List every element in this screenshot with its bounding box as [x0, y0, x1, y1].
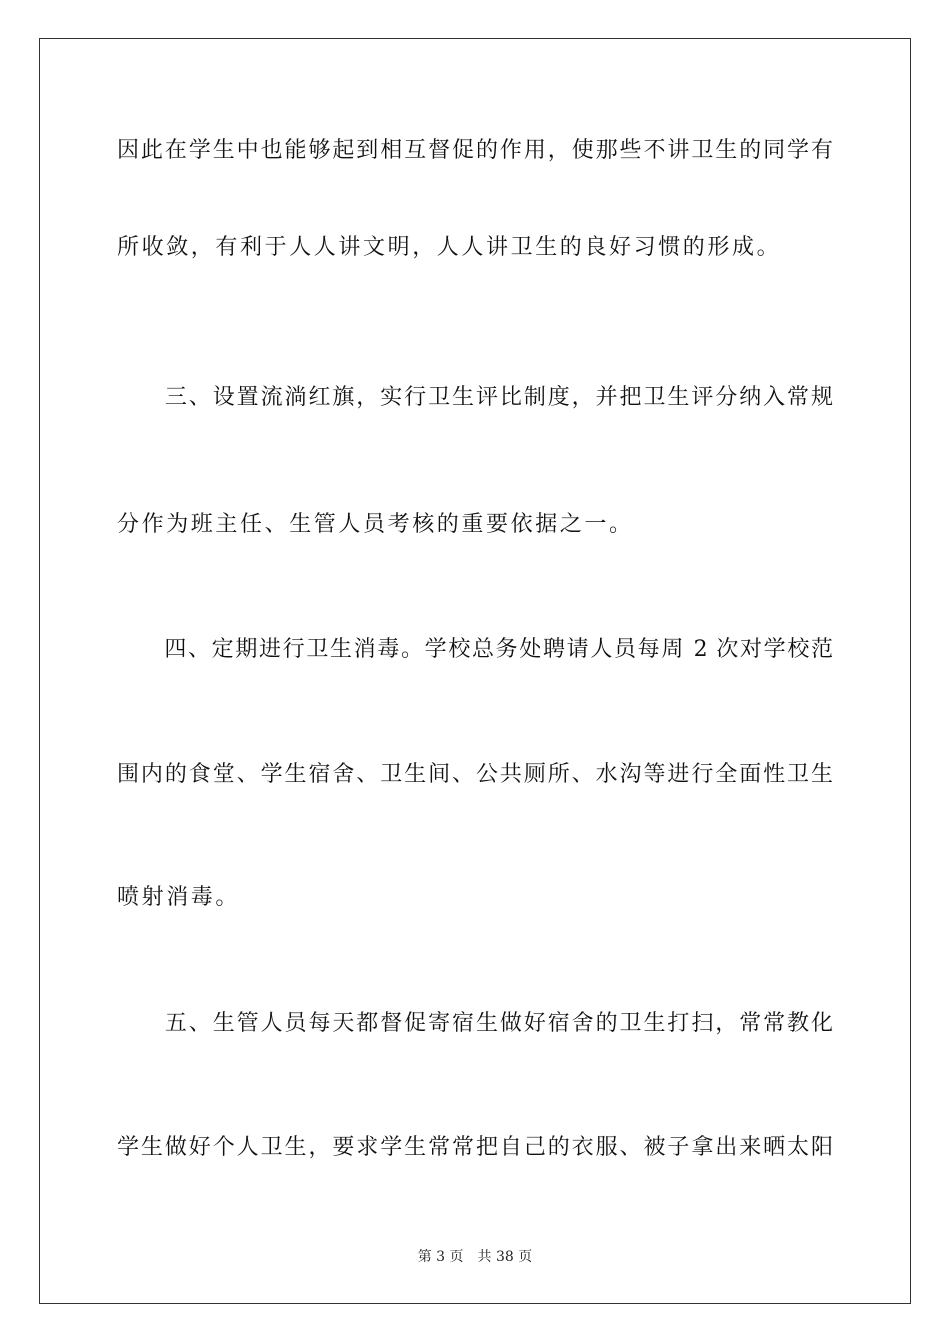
text-line-4: 分作为班主任、生管人员考核的重要依据之一。	[117, 512, 634, 537]
text-line-7: 喷射消毒。	[117, 885, 241, 910]
text-line-2: 所收敛，有利于人人讲文明，人人讲卫生的良好习惯的形成。	[117, 235, 782, 260]
text-line-9: 学生做好个人卫生，要求学生常常把自己的衣服、被子拿出来晒太阳	[117, 1135, 833, 1160]
text-line-6: 围内的食堂、学生宿舍、卫生间、公共厕所、水沟等进行全面性卫生	[117, 762, 833, 787]
page-border	[39, 38, 911, 1304]
text-line-3: 三、设置流淌红旗，实行卫生评比制度，并把卫生评分纳入常规	[117, 385, 833, 410]
text-line-8: 五、生管人员每天都督促寄宿生做好宿舍的卫生打扫，常常教化	[117, 1011, 833, 1036]
text-line-5: 四、定期进行卫生消毒。学校总务处聘请人员每周 2 次对学校范	[117, 637, 833, 662]
page-number-footer: 第 3 页 共 38 页	[417, 1249, 533, 1265]
text-line-1: 因此在学生中也能够起到相互督促的作用，使那些不讲卫生的同学有	[117, 138, 833, 163]
